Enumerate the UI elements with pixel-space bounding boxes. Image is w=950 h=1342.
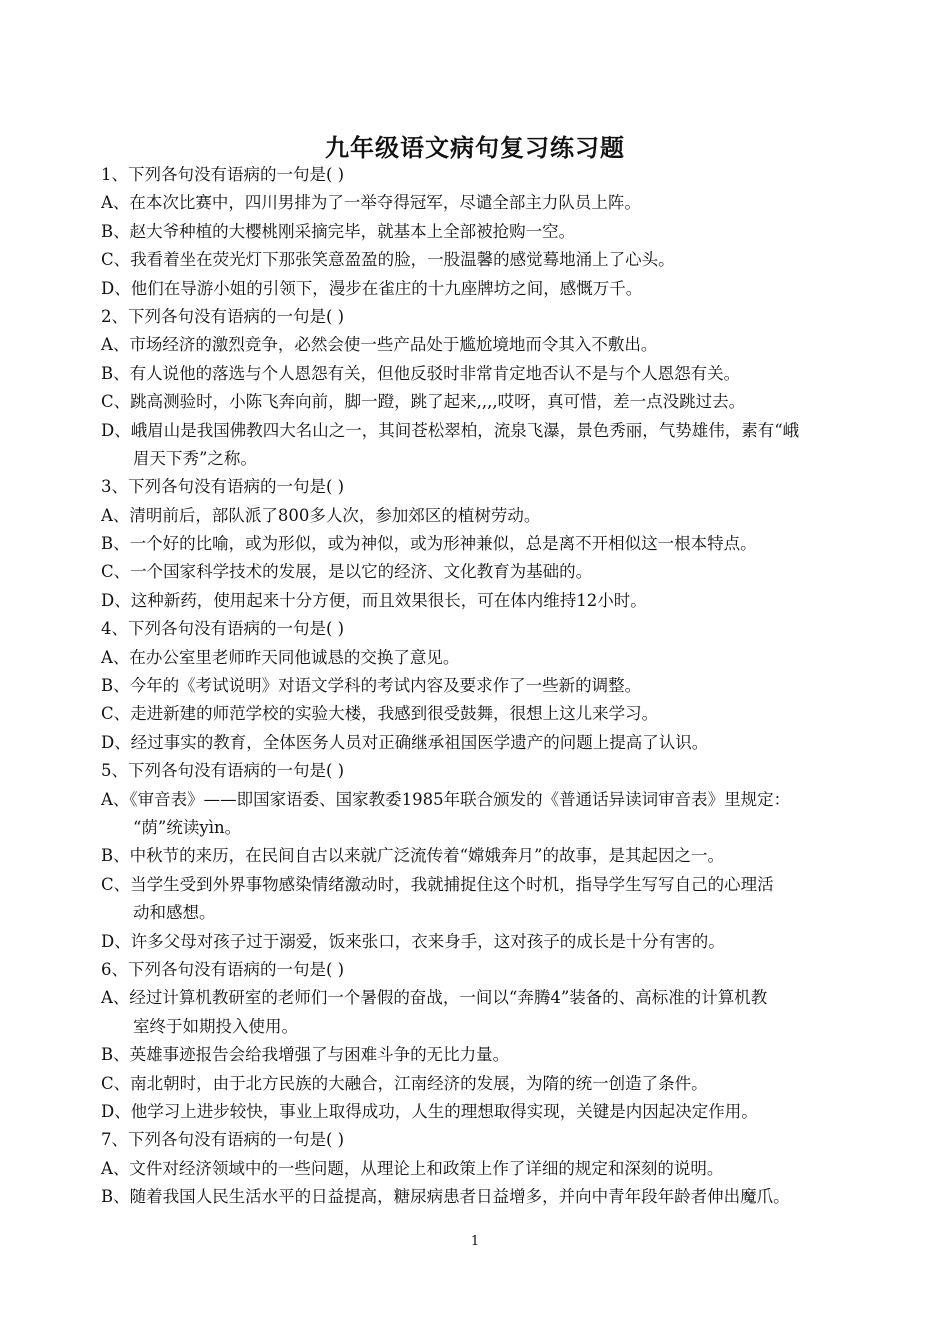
text-line: D、经过事实的教育，全体医务人员对正确继承祖国医学遗产的问题上提高了认识。 — [101, 732, 709, 752]
text-line: C、我看着坐在荧光灯下那张笑意盈盈的脸，一股温馨的感觉蓦地涌上了心头。 — [101, 250, 675, 270]
text-line: D、他学习上进步较快，事业上取得成功，人生的理想取得实现，关键是内因起决定作用。 — [101, 1101, 758, 1121]
text-line: 2、下列各句没有语病的一句是( ) — [101, 306, 345, 326]
text-line: A、《审音表》——即国家语委、国家教委1985年联合颁发的《普通话异读词审音表》里规定： — [101, 789, 791, 809]
text-line-continuation: 动和感想。 — [133, 903, 216, 923]
text-line: 3、下列各句没有语病的一句是( ) — [101, 477, 345, 497]
text-line: A、文件对经济领域中的一些问题，从理论上和政策上作了详细的规定和深刻的说明。 — [101, 1158, 724, 1178]
text-line: B、一个好的比喻，或为形似，或为神似，或为形神兼似，总是离不开相似这一根本特点。 — [101, 534, 757, 554]
text-line: C、跳高测验时，小陈飞奔向前，脚一蹬，跳了起来,,,,哎呀，真可惜，差一点没跳过去。 — [101, 392, 746, 412]
text-line: 6、下列各句没有语病的一句是( ) — [101, 959, 345, 979]
text-line-continuation: 室终于如期投入使用。 — [133, 1016, 298, 1036]
text-line: B、中秋节的来历，在民间自古以来就广泛流传着“嫦娥奔月”的故事，是其起因之一。 — [101, 846, 724, 866]
page-number: 1 — [470, 1234, 480, 1249]
text-line: A、经过计算机教研室的老师们一个暑假的奋战，一间以“奔腾4”装备的、高标准的计算机教 — [101, 988, 768, 1008]
text-line: 1、下列各句没有语病的一句是( ) — [101, 165, 345, 184]
text-line: D、他们在导游小姐的引领下，漫步在雀庄的十九座牌坊之间，感慨万千。 — [101, 278, 643, 298]
text-line: D、峨眉山是我国佛教四大名山之一，其间苍松翠柏，流泉飞瀑，景色秀丽，气势雄伟，素有“峨 — [101, 420, 800, 440]
document-body — [101, 161, 881, 1211]
text-line: A、清明前后，部队派了800多人次，参加郊区的植树劳动。 — [101, 505, 541, 525]
text-line: B、有人说他的落选与个人恩怨有关，但他反驳时非常肯定地否认不是与个人恩怨有关。 — [101, 363, 741, 383]
text-line: B、赵大爷种植的大樱桃刚采摘完毕，就基本上全部被抢购一空。 — [101, 221, 576, 241]
text-line: B、随着我国人民生活水平的日益提高，糖尿病患者日益增多，并向中青年段年龄者伸出魔爪。 — [101, 1187, 790, 1207]
text-line: 4、下列各句没有语病的一句是( ) — [101, 619, 345, 639]
document-title: 九年级语文病句复习练习题 — [325, 133, 625, 162]
text-line: C、南北朝时，由于北方民族的大融合，江南经济的发展，为隋的统一创造了条件。 — [101, 1073, 708, 1093]
text-line: C、一个国家科学技术的发展，是以它的经济、文化教育为基础的。 — [101, 562, 593, 582]
text-line: 5、下列各句没有语病的一句是( ) — [101, 761, 345, 781]
text-line: D、这种新药，使用起来十分方便，而且效果很长，可在体内维持12小时。 — [101, 590, 647, 610]
text-line: C、走进新建的师范学校的实验大楼，我感到很受鼓舞，很想上这儿来学习。 — [101, 704, 659, 724]
text-line: B、今年的《考试说明》对语文学科的考试内容及要求作了一些新的调整。 — [101, 676, 642, 696]
text-line: A、市场经济的激烈竞争，必然会使一些产品处于尴尬境地而令其入不敷出。 — [101, 335, 658, 355]
text-line: C、当学生受到外界事物感染情绪激动时，我就捕捉住这个时机，指导学生写写自己的心理活 — [101, 874, 774, 894]
text-line: D、许多父母对孩子过于溺爱，饭来张口，衣来身手，这对孩子的成长是十分有害的。 — [101, 931, 725, 951]
text-line: B、英雄事迹报告会给我增强了与困难斗争的无比力量。 — [101, 1045, 510, 1065]
text-line-continuation: “荫”统读yìn。 — [133, 817, 242, 837]
text-line: A、在办公室里老师昨天同他诚恳的交换了意见。 — [101, 647, 460, 667]
text-line: 7、下列各句没有语病的一句是( ) — [101, 1130, 345, 1150]
text-line: A、在本次比赛中，四川男排为了一举夺得冠军，尽谴全部主力队员上阵。 — [101, 193, 641, 213]
text-line-continuation: 眉天下秀”之称。 — [133, 448, 257, 468]
